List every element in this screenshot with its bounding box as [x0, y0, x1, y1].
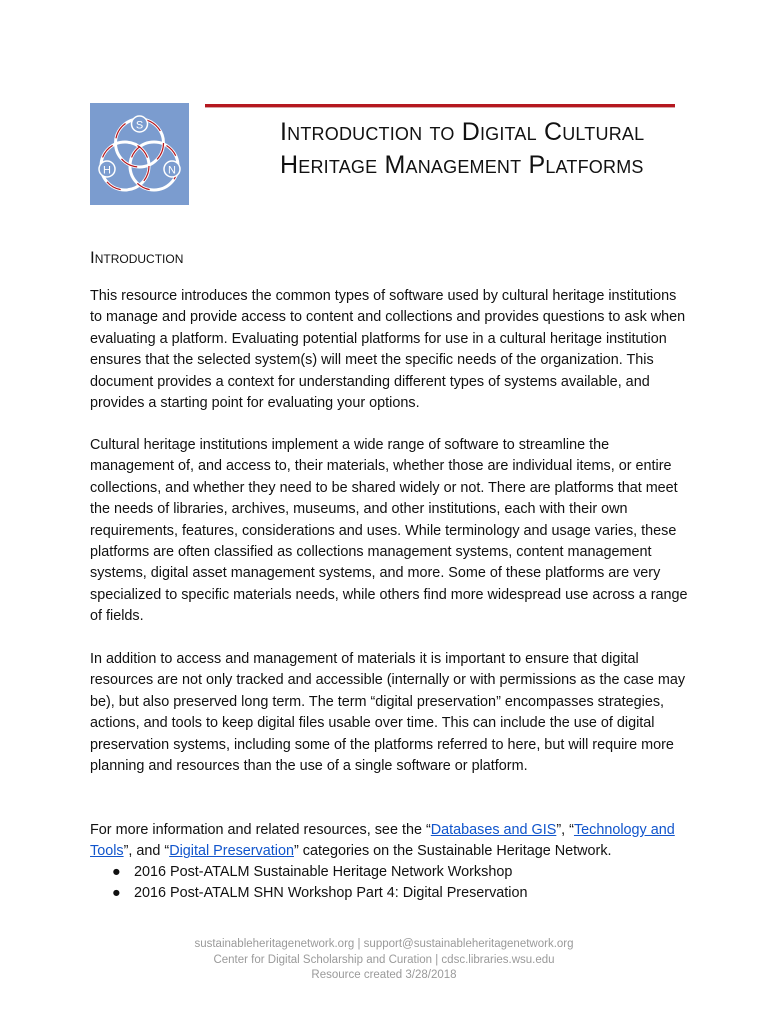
shn-knot-icon — [90, 103, 189, 205]
logo-letter-n: N — [168, 164, 176, 177]
title-divider-shadow — [205, 107, 675, 108]
intro-paragraph: This resource introduces the common types of software used by cultural heritage institutions to manage and provide access to content and collections and provides questions to ask when evaluating a platform. Evaluating potential platforms for use in a cultural heritage institution ensures that the selected system(s) will meet the specific needs of the organization. This document provides a context for understanding different types of systems available, and provides a starting point for evaluating your options. — [90, 288, 686, 412]
more-info-sep-1: ”, “ — [556, 822, 574, 838]
title-line-2: Heritage Management Platforms — [280, 151, 644, 179]
page-footer — [0, 937, 768, 984]
preservation-paragraph: In addition to access and management of materials it is important to ensure that digital resources are not only tracked and accessible (internally or with permissions as the case may be), but also preserved long term. The term “digital preservation” encompasses strategies, actions, and tools to keep digital files usable over time. This can include the use of digital preservation systems, including some of the platforms referred to here, but will require more planning and resources than the use of a single software or platform. — [90, 651, 686, 775]
footer-center: Center for Digital Scholarship and Curation | cdsc.libraries.wsu.edu — [213, 953, 555, 966]
more-info-intro: For more information and related resources, see the “ — [90, 822, 431, 838]
bullet-dot-icon: ● — [112, 864, 121, 880]
logo-letter-h: H — [103, 164, 111, 177]
list-item-text: 2016 Post-ATALM SHN Workshop Part 4: Digital Preservation — [134, 885, 528, 902]
shn-logo — [90, 103, 189, 205]
list-item — [112, 862, 528, 883]
section-heading: Introduction — [90, 248, 184, 267]
footer-date: Resource created 3/28/2018 — [311, 969, 457, 981]
bullet-dot-icon: ● — [112, 885, 121, 902]
databases-gis-link[interactable]: Databases and GIS — [430, 822, 557, 838]
footer-contact: sustainableheritagenetwork.org | support@sustainableheritagenetwork.org — [194, 938, 574, 950]
digital-preservation-link[interactable]: Digital Preservation — [169, 843, 294, 860]
technology-tools-link[interactable]: Technology and Tools — [90, 822, 675, 860]
list-item-text: 2016 Post-ATALM Sustainable Heritage Network Workshop — [134, 864, 513, 880]
title-line-1: Introduction to Digital Cultural — [280, 118, 645, 146]
logo-letter-s: S — [135, 119, 144, 132]
software-paragraph: Cultural heritage institutions implement a wide range of software to streamline the management of, and access to, their materials, whether those are individual items, or entire collections, and whether they need to be shared widely or not. There are platforms that meet the needs of libraries, archives, museums, and other institutions, each with their own requirements, features, considerations and uses. While terminology and usage varies, these platforms are often classified as collections management systems, content management systems, digital asset management systems, and more. Some of these platforms are very specialized to specific materials needs, while others find more widespread use across a range of fields. — [90, 437, 688, 625]
document-title — [280, 116, 700, 182]
more-info-paragraph — [90, 820, 690, 863]
more-info-outro: ” categories on the Sustainable Heritage Network. — [293, 843, 612, 860]
list-item — [112, 883, 528, 904]
workshop-list — [112, 862, 528, 905]
more-info-sep-2: ”, and “ — [123, 843, 170, 860]
